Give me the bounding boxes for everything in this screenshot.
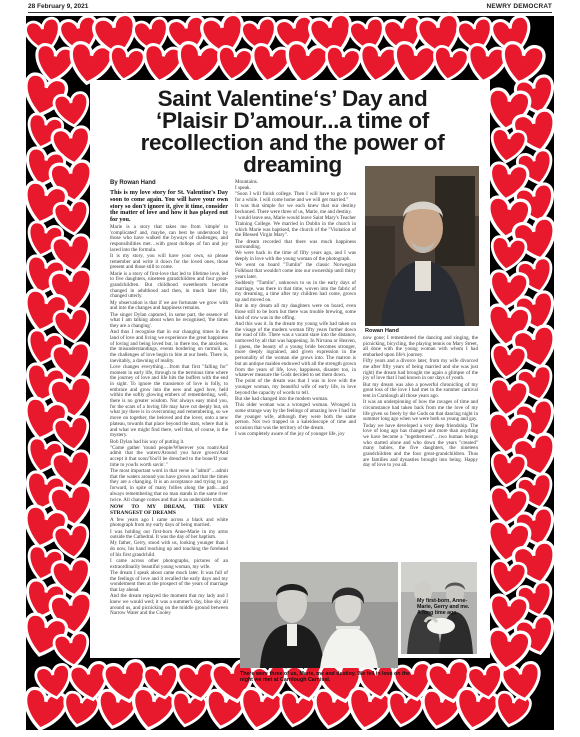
heart-icon <box>53 632 91 669</box>
paragraph: Today we have developed a very deep friendship. The love of long ago has changed and more than anything we have become a "togetherness"…two human beings who started alone and who down the years "created" many babies, the five daughters, the nineteen grandchildren and the four great-grandchildren. Thus are families and dynasties brought into being. Happy day of love to you all. <box>363 422 478 469</box>
subheading: NOW TO MY DREAM, THE VERY STRANGEST OF DREAMS <box>110 504 228 516</box>
col1-body-a <box>110 225 228 503</box>
paragraph: My father, Gerry, stood with us, looking younger than I do now, his hand reaching up and touching the forehead of his first grandchild. <box>110 540 228 558</box>
paragraph: "Come gather 'round people/Wherever you roam/And admit that the waters/Around you have grown/And accept it that soon/You'll be drenched to the bone/If your time to you/Is worth savin'." <box>110 444 228 468</box>
heart-icon <box>141 43 184 85</box>
paragraph: Marie is a story of first-love that led to lifetime love, led to five daughters, nineteen grandchildren and four great-grandchildren. But childhood sweethearts become changed in adulthood and then, in much later life, changed utterly. <box>110 270 228 300</box>
paragraph: This older woman was a wronged woman. Wronged in some strange way by the feelings of amazing love I had for the younger wife, although they were both the same person. Not two trapped in a kaleidoscope of time and occasion that was the territory of the dream. <box>235 402 356 432</box>
heart-icon <box>323 45 362 83</box>
lead-paragraph: This is my love story for St. Valentine's Day soon to come again. You will have your own story so don't ignore it, give it time, consider the matter of love and how it has played out for you. <box>110 189 228 224</box>
paragraph: It is my story, you will have your own, so please remember and write it down for the loved ones, those present and those still to come. <box>110 253 228 271</box>
paragraph: Suddenly "Tumlin", unknown to us in the early days of marriage, was there in that time, woven into the fabric of my dreaming, a time after my children had come, grown up and moved on. <box>235 279 356 304</box>
paragraph: But she had changed into the modern woman. <box>235 396 329 403</box>
paragraph: The most important word in that verse is "admit"…admit that the waters around you have grown and that the times they are a changing. It is an acceptance and trying to go forward, in spite of many follies along the path…and always remembering that no man stands in the same river twice. All change comes and that is an undeniable truth. <box>110 468 228 503</box>
paragraph: Fifty years and a divorce later, from my wife divorced me after fifty years of being married and she was just right) the dream had brought me again a glimpse of the joy of love that I had known in our days of youth. <box>363 358 478 382</box>
paragraph: But in my dream all my daughters were on board, even those still to be born but there was trouble brewing, some kind of row was in the offing. <box>235 303 356 321</box>
byline: By Rowan Hand <box>110 180 156 186</box>
paragraph: And this was it. In the dream my young wife had taken on the visage of the modern woman fifty years further down the road of life. There was a vacant stare into the distance, unmoved by all that was happening. In Nirvana or Heaven, I guess, the beauty of a young bride becomes stronger, more deeply ingrained, and given expression in the personality of the woman she grows into. The matron is but an antique maiden endowed with all the strength grown from the years of life, love, happiness, disaster too, in whatever measure the Gods decided to set them down. <box>235 320 356 379</box>
heart-icon <box>431 45 470 83</box>
paragraph: It was an underpinning of how the ravages of time and circumstance had taken back from me the love of my life given so freely by the Gods on that dancing night in summer long ago when we were both so young and gay. <box>363 399 478 423</box>
baptism-caption: My first-born, Anne-Marie, Gerry and me. A long time ago. <box>417 598 470 617</box>
column-1 <box>110 190 228 650</box>
header-rule <box>28 12 552 13</box>
article-panel <box>90 80 490 683</box>
wedding-photo <box>240 562 398 668</box>
paragraph: I speak. <box>235 185 251 192</box>
column-2 <box>235 180 356 564</box>
column-3 <box>363 336 478 472</box>
paragraph: And the dream replayed the moment that my lady and I knew we would wed; it was a summer's day, blue sky all around us, and picnicking on the middle ground between Narrow Water and the Cooley <box>110 593 228 617</box>
heart-icon <box>107 45 146 83</box>
heart-icon <box>465 43 508 85</box>
page-date: 28 February 9, 2021 <box>28 3 89 10</box>
col1-body-b <box>110 518 228 617</box>
paragraph: We went on board "Tumlin" the classic Norwegian Folkboat that wouldn't come into our ownership until thirty years later. <box>235 262 356 280</box>
paragraph: A few years ago I came across a black and white photograph from my early days of being married. <box>110 516 228 529</box>
paragraph: My observation is that if we are fortunate we grow with and into the changes and happiness remains. <box>110 299 228 312</box>
paragraph: The dream recorded that there was much happiness surrounding. <box>235 238 356 251</box>
paragraph: now gone; I remembered the dancing and singing, the picnicking, bicycling, the playing tennis on Mary Street, all done with the young woman with whom I had embarked upon life's journey. <box>363 335 478 359</box>
paragraph: We were back in the time of fifty years ago, and I was deeply in love with the young woman of the photograph. <box>235 250 356 263</box>
paragraph: Bob Dylan had his way of putting it. <box>110 438 185 445</box>
valentine-frame <box>26 16 554 730</box>
paragraph: I was completely aware of the joy of younger life, joy <box>235 431 345 438</box>
paragraph: Love changes everything….from that first "falling for" moment in early life, through to the terminus time where the journey of love and life hits the buffers with the end in sight. To ignore the transience of love is folly, to embrace and grow into the new and aged love, held within the softly glowing embers of remembering, well, there is no greater wisdom. Not always easy mind you, for the scars of a loving life may have cut deeply but, oh what joy there is in overcoming and remembering, so we move on together, the beloved and the lover, onto a new plateau, towards that place beyond the stars, where that is and what we might find there, well that, of course, is the mystery. <box>110 363 228 439</box>
heart-icon <box>215 45 254 83</box>
paragraph: It was that simple for we each knew that our destiny beckoned. There were three of us, Marie, me and destiny. <box>235 203 356 216</box>
paragraph: I was holding our first-born Anne-Marie in my arms outside the Cathedral. It was the day of her baptism. <box>110 528 228 541</box>
wedding-caption: There were three of us, Marie, me and destiny. We fell in love on the night we met at Carnlough Carnival. <box>240 671 410 683</box>
paragraph: Mountains. <box>235 179 259 185</box>
article-headline: Saint Valentine‘s’ Day and ‘Plaisir D’amour...a time of recollection and the power of dreaming <box>140 86 445 177</box>
paragraph: And thus I recognise that in our changing times in the land of love and living we experience the great happiness of loving and being loved but, in there too, the anxieties, the misunderstandings, events bordering on turmoil, as the challenges of love begin to bite at our heels. There is, inevitably, a dawning of reality. <box>110 329 228 364</box>
paragraph: I would leave sea, Marie would leave Saint Mary's Teacher Training College. We married in Dublin in the church in which Marie was baptised, the church of the "Visitation of the Blessed Virgin Mary". <box>235 215 356 239</box>
heart-icon <box>249 43 292 85</box>
author-caption: Rowan Hand <box>365 328 399 334</box>
paragraph: But my dream was also a powerful chronicling of my great loss of the love I had met in the summer carnival tent in Carnlough all those years ago. <box>363 381 478 400</box>
paragraph: The dream I speak about came much later. It was full of the feelings of love and it recalled the early days and my wonderment then at the prospect of the years of marriage that lay ahead. <box>110 569 228 594</box>
paragraph: The singer Dylan captured, in some part, the essence of what I am talking about when he recognised, 'the times they are a changing'. <box>110 311 228 329</box>
paragraph: I came across other photographs, pictures of an extraordinarily beautiful young woman, my wife. <box>110 558 228 570</box>
author-photo <box>365 166 479 326</box>
paragraph: "Soon I will finish college. Then I will have to go to sea for a while. I will come home and we will get married." <box>235 191 356 204</box>
paragraph: Marie is a story that takes me from 'simple' to 'complicated' and, maybe, can best be understood by those who have walked the byways of challenges, and responsibilities met…with great dollops of fun and joy laced into the formula. <box>110 223 228 253</box>
paragraph: The point of the dream was that I was in love with the younger woman, my beautiful wife of early life, in love beyond the capacity of words to tell. <box>235 378 356 396</box>
heart-icon <box>357 43 400 85</box>
newspaper-name: NEWRY DEMOCRAT <box>486 3 552 10</box>
